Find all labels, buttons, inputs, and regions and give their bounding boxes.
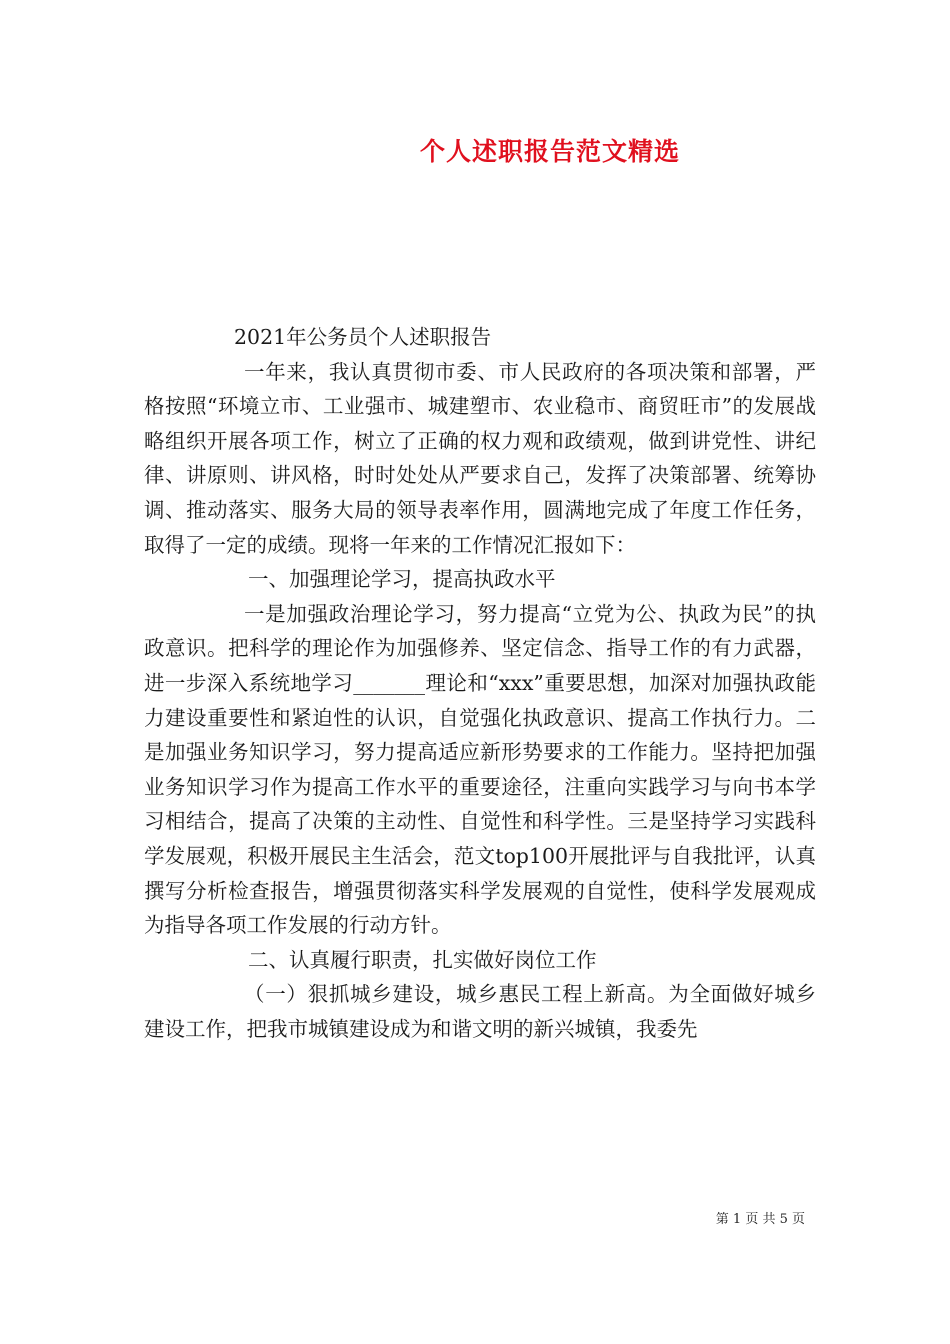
section-heading-2: 二、认真履行职责，扎实做好岗位工作 <box>248 947 597 972</box>
section-2-paragraph: （一）狠抓城乡建设，城乡惠民工程上新高。为全面做好城乡建设工作，把我市城镇建设成为和谐文明的新兴城镇，我委先 <box>144 982 816 1041</box>
section-heading-1: 一、加强理论学习，提高执政水平 <box>248 567 556 592</box>
section-1-paragraph: 一是加强政治理论学习，努力提高“立党为公、执政为民”的执政意识。把科学的理论作为加强修养、坚定信念、指导工作的有力武器，进一步深入系统地学习_______理论和“xxx”重要思想，加深对加强执政能力建设重要性和紧迫性的认识，自觉强化执政意识、提高工作执行力。二是加强业务知识学习，努力提高适应新形势要求的工作能力。坚持把加强业务知识学习作为提高工作水平的重要途径，注重向实践学习与向书本学习相结合，提高了决策的主动性、自觉性和科学性。三是坚持学习实践科学发展观，积极开展民主生活会，范文top100开展批评与自我批评，认真撰写分析检查报告，增强贯彻落实科学发展观的自觉性，使科学发展观成为指导各项工作发展的行动方针。 <box>144 601 816 938</box>
intro-paragraph: 一年来，我认真贯彻市委、市人民政府的各项决策和部署，严格按照“环境立市、工业强市、城建塑市、农业稳市、商贸旺市”的发展战略组织开展各项工作，树立了正确的权力观和政绩观，做到讲党性、讲纪律、讲原则、讲风格，时时处处从严要求自己，发挥了决策部署、统筹协调、推动落实、服务大局的领导表率作用，圆满地完成了年度工作任务，取得了一定的成绩。现将一年来的工作情况汇报如下： <box>144 359 816 557</box>
document-title: 个人述职报告范文精选 <box>419 137 680 166</box>
document-body <box>144 320 816 1046</box>
report-subheading: 2021年公务员个人述职报告 <box>234 325 492 349</box>
page-number-footer: 第 1 页 共 5 页 <box>715 1212 805 1227</box>
